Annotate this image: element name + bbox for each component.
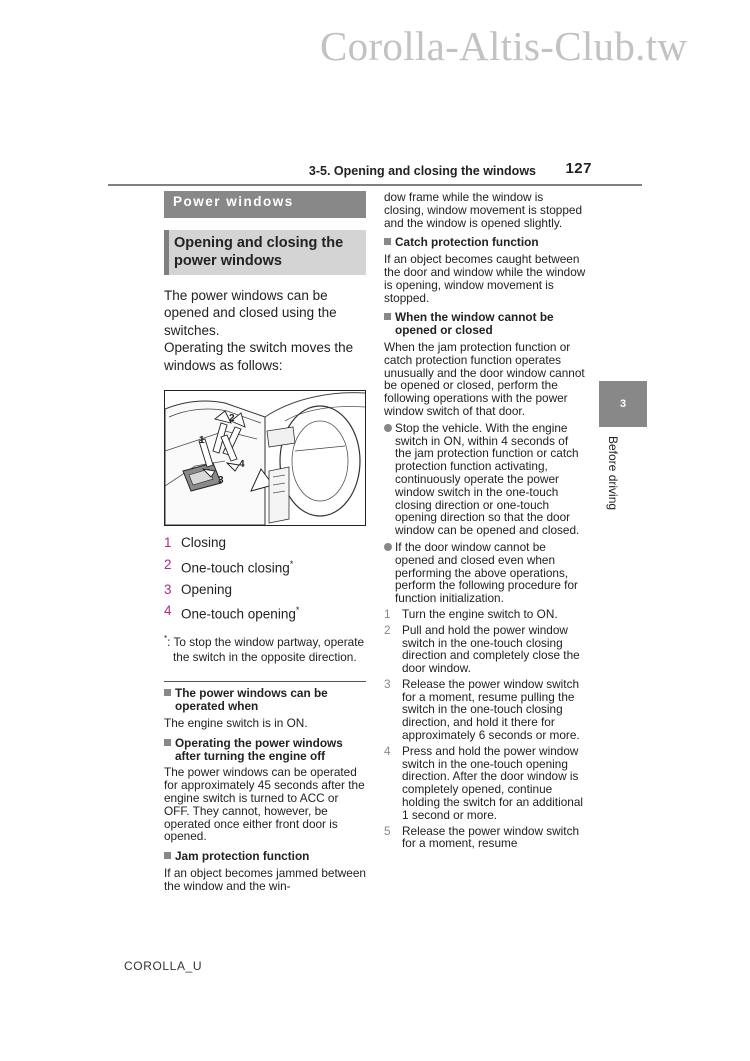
asterisk-mark: * [295,605,300,616]
legend-label: One-touch closing [181,560,290,576]
note-body: When the jam protection function or catch protection function operates unusually and the door window cannot be opened or closed, perform the following operations with the power window switch of that door. [384,339,585,418]
bullet-dot-icon [384,422,395,537]
legend-text [181,600,299,625]
legend-text: Closing [181,535,227,551]
note-body: The power windows can be operated for approximately 45 seconds after the engine switch is turned to ACC or OFF. They cannot, however, be operated once either front door is opened. [164,765,365,844]
chapter-tab[interactable]: 3 [599,381,647,427]
legend-number: 2 [164,556,172,572]
footnote-text: : To stop the window partway, operate the switch in the opposite direction. [167,635,365,665]
right-column [384,191,586,850]
note-heading: Jam protection function [164,850,366,863]
bullet-item [384,541,586,605]
note-body: If an object becomes caught between the door and window while the window is opening, window movement is stopped. [384,252,586,305]
page-header [108,160,642,186]
legend-number: 3 [164,581,172,597]
figure-label-3: 3 [218,475,224,487]
step-item [384,624,586,675]
legend-item [164,600,366,625]
step-number: 1 [384,606,391,621]
legend-text: Opening [181,581,233,597]
note-heading: Operating the power windows after turning the engine off [164,737,366,763]
divider [164,681,366,682]
step-number: 5 [384,823,391,838]
note-heading: When the window cannot be opened or closed [384,311,586,337]
page-number: 127 [565,160,592,177]
footer-code: COROLLA_U [124,959,203,973]
step-item [384,825,586,851]
legend-item [164,554,366,579]
chapter-label: Before driving [606,436,620,511]
switch-diagram-svg [165,391,365,525]
note-heading: Catch protection function [384,236,586,249]
step-text: Press and hold the power window switch in the one-touch opening direction. After the door window is completely opened, continue holding the switch for an additional 1 second or more. [402,743,584,822]
bullet-item [384,422,586,537]
bullet-dot-icon [384,541,395,605]
header-section-title: 3-5. Opening and closing the windows [308,164,536,178]
figure-label-4: 4 [239,459,245,471]
legend-label: One-touch opening [181,606,296,622]
legend-item [164,579,366,601]
bullet-text: If the door window cannot be opened and closed even when performing the above operations, perform the following procedure for function initialization. [395,539,578,606]
asterisk-mark: * [289,558,294,569]
step-number: 4 [384,743,391,758]
note-heading: The power windows can be operated when [164,687,366,713]
legend-list [164,532,366,625]
figure-label-1: 1 [199,435,205,447]
footnote-mark: * [164,634,168,644]
footnote [164,631,366,665]
step-number: 3 [384,676,391,691]
intro-text-2: Operating the switch moves the windows as follows: [164,340,354,373]
legend-item [164,532,366,554]
step-number: 2 [384,622,391,637]
step-text: Pull and hold the power window switch in the one-touch closing direction and completely close the door window. [402,622,580,676]
step-item [384,608,586,621]
figure-label-2: 2 [229,413,235,425]
left-column [164,191,366,892]
subsection-title: Opening and closing the power windows [164,230,366,275]
intro-text: The power windows can be opened and closed using the switches. [164,288,337,338]
watermark: Corolla-Altis-Club.tw [320,23,688,69]
continued-text: dow frame while the window is closing, window movement is stopped and the window is opened slightly. [384,190,583,230]
step-text: Release the power window switch for a moment, resume pulling the switch in the one-touch closing direction, and hold it there for approximately 6 seconds or more. [402,676,580,743]
step-text: Release the power window switch for a moment, resume [402,823,580,851]
power-window-switch-illustration [164,390,366,526]
bullet-text: Stop the vehicle. With the engine switch in ON, within 4 seconds of the jam protection function or catch protection function activating, continuously operate the power window switch in the one-touch closing direction or one-touch opening direction so that the door window can be opened and closed. [395,420,580,538]
legend-text [181,554,293,579]
step-text: Turn the engine switch to ON. [402,606,558,621]
step-item [384,678,586,742]
legend-number: 1 [164,535,172,551]
legend-number: 4 [164,603,172,619]
note-body: If an object becomes jammed between the window and the win- [164,865,366,893]
note-body: The engine switch is in ON. [164,715,308,730]
section-title: Power windows [164,191,366,218]
step-item [384,745,586,822]
